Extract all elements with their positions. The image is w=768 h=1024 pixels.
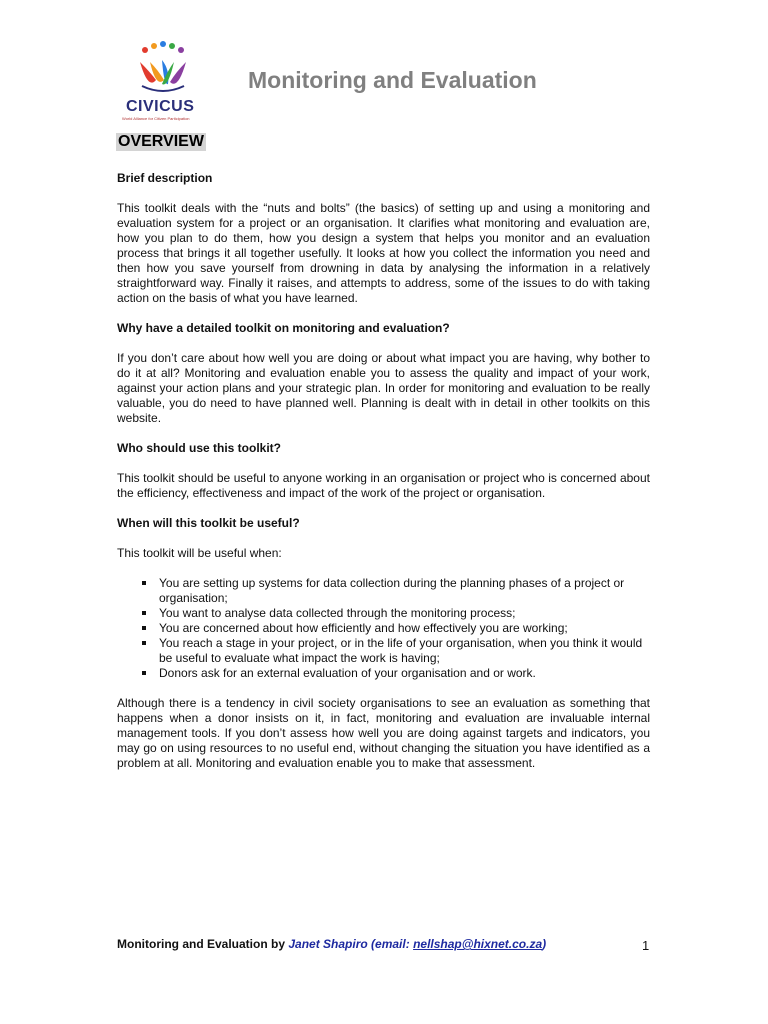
logo-tagline: World Alliance for Citizen Participation — [122, 116, 190, 121]
closing-paragraph: Although there is a tendency in civil society organisations to see an evaluation as something that happens when a donor insists on it, in fact, monitoring and evaluation are invaluable internal management tools. If you don’t assess how well you are doing against targets and indicators, you may go on using resources to no useful end, without changing the situation you have identified as a problem at all. Monitoring and evaluation enable you to make that assessment. — [117, 696, 650, 770]
list-item: Donors ask for an external evaluation of your organisation and or work. — [159, 666, 650, 681]
logo-wordmark: CIVICUS — [126, 98, 195, 115]
footer-email-open: (email: — [367, 937, 414, 951]
overview-heading: OVERVIEW — [118, 133, 204, 150]
footer-prefix: Monitoring and Evaluation by — [117, 937, 289, 951]
why-paragraph: If you don’t care about how well you are doing or about what impact you are having, why bother to do it at all? Monitoring and evaluation enable you to assess the quality and impact of your work, against your action plans and your strategic plan. In order for monitoring and evaluation to be really valuable, you do need to have planned well. Planning is dealt with in detail in other toolkits on this website. — [117, 351, 650, 425]
document-title: Monitoring and Evaluation — [248, 67, 537, 93]
brief-paragraph: This toolkit deals with the “nuts and bolts” (the basics) of setting up and using a monitoring and evaluation system for a project or an organisation. It clarifies what monitoring and evaluation are, how you plan to do them, how you design a system that helps you monitor and an evaluation process that brings it all together usefully. It looks at how you collect the information you need and then how you save yourself from drowning in data by analysing the information in a relatively straightforward way. Finally it raises, and attempts to address, some of the issues to do with taking action on the basis of what you have learned. — [117, 201, 650, 305]
who-heading: Who should use this toolkit? — [117, 441, 281, 455]
list-item: You are setting up systems for data collection during the planning phases of a project or organisation; — [159, 576, 650, 606]
list-item: You want to analyse data collected through the monitoring process; — [159, 606, 650, 621]
footer-email-link[interactable]: nellshap@hixnet.co.za — [413, 937, 543, 951]
why-heading: Why have a detailed toolkit on monitoring and evaluation? — [117, 321, 450, 335]
footer-author: Janet Shapiro — [288, 937, 368, 951]
page-footer — [117, 937, 546, 951]
brief-heading: Brief description — [117, 171, 213, 185]
civicus-logo — [118, 40, 208, 124]
list-item: You are concerned about how efficiently and how effectively you are working; — [159, 621, 650, 636]
when-list — [117, 576, 650, 681]
who-paragraph: This toolkit should be useful to anyone working in an organisation or project who is concerned about the efficiency, effectiveness and impact of the work of the project or organisation. — [117, 471, 650, 500]
when-intro: This toolkit will be useful when: — [117, 546, 282, 560]
people-figures-icon — [118, 40, 208, 98]
footer-email-close: ) — [542, 937, 547, 951]
when-heading: When will this toolkit be useful? — [117, 516, 300, 530]
page-number: 1 — [642, 938, 650, 953]
list-item: You reach a stage in your project, or in the life of your organisation, when you think it would be useful to evaluate what impact the work is having; — [159, 636, 650, 666]
document-body — [117, 171, 650, 786]
